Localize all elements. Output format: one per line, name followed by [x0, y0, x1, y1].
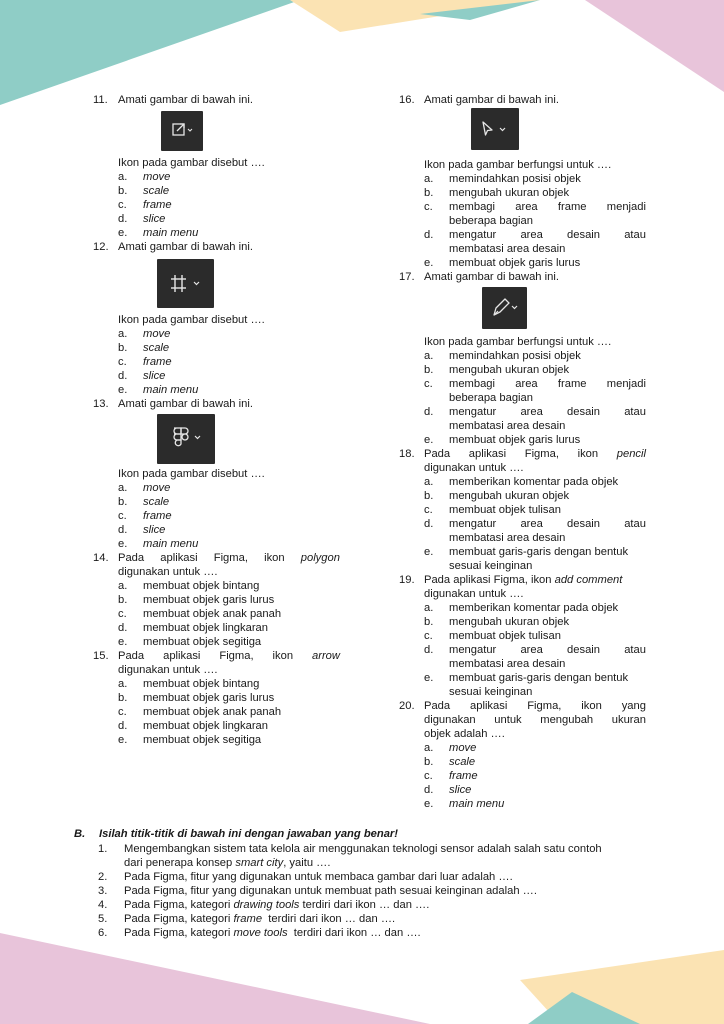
question-number: 18.	[399, 448, 415, 460]
option-text: scale	[449, 756, 476, 768]
word: aplikasi	[160, 552, 198, 564]
option-text: memindahkan posisi objek	[449, 350, 581, 362]
option-text: frame	[449, 770, 478, 782]
item-number: 4.	[98, 899, 108, 911]
option-letter: d.	[424, 644, 434, 656]
option-letter: b.	[118, 496, 128, 508]
question-14	[93, 551, 341, 649]
word: untuk	[494, 714, 522, 726]
question-text: Ikon pada gambar disebut ….	[118, 314, 265, 326]
option-text: main menu	[143, 227, 199, 239]
option-letter: c.	[424, 201, 433, 213]
keyword: add comment	[554, 574, 623, 586]
option-cont: membatasi area desain	[449, 420, 566, 432]
option-letter: a.	[118, 328, 128, 340]
question-lead	[424, 699, 646, 713]
question-19	[399, 573, 647, 699]
word: Pada	[424, 448, 451, 460]
option-letter: d.	[118, 524, 128, 536]
section-b-heading	[74, 826, 664, 842]
option-text: membuat objek bintang	[143, 678, 260, 690]
word: atau	[624, 644, 646, 656]
item-number: 3.	[98, 885, 108, 897]
option-text	[449, 405, 646, 419]
item-number: 1.	[98, 843, 108, 855]
option-text: slice	[449, 784, 472, 796]
option-text: move	[449, 742, 477, 754]
word: menjadi	[606, 201, 646, 213]
option-letter: b.	[424, 756, 434, 768]
option-letter: e.	[424, 257, 434, 269]
option-text: mengubah ukuran objek	[449, 187, 570, 199]
option-letter: b.	[118, 185, 128, 197]
option-letter: e.	[118, 734, 128, 746]
option-text	[449, 228, 646, 242]
question-cont: digunakan untuk ….	[118, 566, 218, 578]
question-text: Ikon pada gambar berfungsi untuk ….	[424, 159, 612, 171]
option-text: membuat objek lingkaran	[143, 720, 268, 732]
keyword: polygon	[300, 552, 340, 564]
emphasis: smart city	[235, 857, 284, 869]
word: Figma,	[219, 650, 254, 662]
word: ikon	[264, 552, 285, 564]
option-letter: c.	[118, 706, 127, 718]
option-letter: d.	[118, 720, 128, 732]
word: atau	[624, 518, 646, 530]
word: Figma,	[213, 552, 248, 564]
option-text: membuat objek bintang	[143, 580, 260, 592]
word: area	[515, 378, 538, 390]
option-letter: b.	[118, 594, 128, 606]
item-text: Pada Figma, fitur yang digunakan untuk membuat path sesuai keinginan adalah ….	[124, 885, 537, 897]
item-number: 5.	[98, 913, 108, 925]
question-text: Ikon pada gambar disebut ….	[118, 157, 265, 169]
text-part: Pada Figma, kategori	[124, 899, 234, 911]
option-text: memindahkan posisi objek	[449, 173, 581, 185]
option-text: membuat garis-garis dengan bentuk	[449, 672, 629, 684]
option-letter: a.	[424, 173, 434, 185]
word: aplikasi	[468, 448, 507, 460]
question-20	[399, 699, 647, 811]
question-number: 20.	[399, 700, 415, 712]
word: frame	[557, 201, 587, 213]
keyword: arrow	[312, 650, 340, 662]
word: aplikasi	[163, 650, 201, 662]
option-cont: sesuai keinginan	[449, 560, 533, 572]
text-part: terdiri dari ikon … dan ….	[262, 913, 396, 925]
word: frame	[557, 378, 587, 390]
word: aplikasi	[470, 700, 508, 712]
question-cont: objek adalah ….	[424, 728, 505, 740]
option-text: membuat objek garis lurus	[143, 692, 275, 704]
lead-text: Pada aplikasi Figma, ikon	[424, 574, 552, 586]
option-letter: b.	[118, 692, 128, 704]
option-text	[449, 643, 646, 657]
section-b	[74, 826, 664, 940]
option-letter: a.	[118, 482, 128, 494]
option-letter: e.	[424, 546, 434, 558]
option-text: move	[143, 328, 171, 340]
option-letter: e.	[424, 672, 434, 684]
option-letter: c.	[424, 378, 433, 390]
question-12	[93, 240, 341, 397]
option-text: membuat objek tulisan	[449, 504, 561, 516]
option-text: memberikan komentar pada objek	[449, 476, 619, 488]
word: ikon	[581, 700, 602, 712]
text-part: terdiri dari ikon … dan ….	[287, 927, 421, 939]
option-letter: c.	[424, 630, 433, 642]
question-prompt: Amati gambar di bawah ini.	[424, 271, 559, 283]
option-text: frame	[143, 510, 172, 522]
item-text	[124, 856, 330, 870]
question-number: 19.	[399, 574, 415, 586]
top-pink-shape	[585, 0, 724, 92]
word: desain	[567, 229, 601, 241]
option-letter: e.	[118, 227, 128, 239]
word: area	[520, 518, 543, 530]
question-text: Ikon pada gambar disebut ….	[118, 468, 265, 480]
word: Pada	[424, 700, 451, 712]
fill-item	[74, 842, 664, 856]
option-cont: membatasi area desain	[449, 243, 566, 255]
question-number: 14.	[93, 552, 109, 564]
option-text: mengubah ukuran objek	[449, 364, 570, 376]
question-cont: digunakan untuk ….	[118, 664, 218, 676]
question-11	[93, 93, 341, 240]
option-text: main menu	[143, 538, 199, 550]
figma-main-menu-icon	[157, 414, 215, 464]
option-text: frame	[143, 199, 172, 211]
question-number: 16.	[399, 94, 415, 106]
option-text	[449, 517, 646, 531]
option-text: membuat objek anak panah	[143, 706, 282, 718]
word: area	[520, 229, 543, 241]
item-text	[124, 898, 429, 912]
fill-item	[74, 856, 664, 870]
frame-icon	[157, 259, 214, 308]
question-lead	[424, 447, 646, 461]
word: desain	[567, 406, 601, 418]
option-letter: a.	[424, 476, 434, 488]
item-text	[124, 926, 421, 940]
option-letter: c.	[118, 199, 127, 211]
word: area	[520, 644, 543, 656]
option-cont: beberapa bagian	[449, 215, 533, 227]
option-text: membuat objek garis lurus	[449, 434, 581, 446]
question-prompt: Amati gambar di bawah ini.	[424, 94, 559, 106]
question-lead-2	[424, 713, 646, 727]
option-cont: sesuai keinginan	[449, 686, 533, 698]
question-number: 15.	[93, 650, 109, 662]
word: mengubah	[540, 714, 594, 726]
option-text: move	[143, 171, 171, 183]
text-part: dari penerapa konsep	[124, 857, 236, 869]
option-letter: d.	[424, 518, 434, 530]
option-text: membuat objek segitiga	[143, 734, 262, 746]
option-text: membuat garis-garis dengan bentuk	[449, 546, 629, 558]
option-cont: membatasi area desain	[449, 532, 566, 544]
question-number: 13.	[93, 398, 109, 410]
scale-icon	[161, 111, 203, 151]
word: yang	[621, 700, 646, 712]
option-letter: a.	[424, 602, 434, 614]
item-number: 6.	[98, 927, 108, 939]
fill-item	[74, 870, 664, 884]
text-part: terdiri dari ikon … dan ….	[299, 899, 430, 911]
option-letter: d.	[118, 622, 128, 634]
option-letter: b.	[424, 364, 434, 376]
text-part: Pada Figma, kategori	[124, 927, 234, 939]
option-text: scale	[143, 185, 170, 197]
item-text	[124, 912, 395, 926]
word: menjadi	[606, 378, 646, 390]
word: atau	[624, 229, 646, 241]
option-text: frame	[143, 356, 172, 368]
option-text: membuat objek tulisan	[449, 630, 561, 642]
fill-item	[74, 926, 664, 940]
emphasis: move tools	[233, 927, 288, 939]
word: atau	[624, 406, 646, 418]
word: Figma,	[524, 448, 559, 460]
option-letter: d.	[118, 213, 128, 225]
option-text: membuat objek garis lurus	[143, 594, 275, 606]
word: membagi	[449, 201, 496, 213]
option-text: main menu	[143, 384, 199, 396]
option-text	[449, 377, 646, 391]
option-text: mengubah ukuran objek	[449, 490, 570, 502]
option-letter: d.	[424, 229, 434, 241]
question-lead	[424, 573, 622, 587]
option-letter: b.	[424, 187, 434, 199]
option-text: memberikan komentar pada objek	[449, 602, 619, 614]
option-letter: d.	[118, 370, 128, 382]
fill-item	[74, 898, 664, 912]
emphasis: drawing tools	[233, 899, 300, 911]
question-cont: digunakan untuk ….	[424, 588, 524, 600]
word: ukuran	[611, 714, 646, 726]
option-text: scale	[143, 342, 170, 354]
word: area	[520, 406, 543, 418]
section-instruction: Isilah titik-titik di bawah ini dengan jawaban yang benar!	[99, 828, 399, 840]
word: ikon	[577, 448, 599, 460]
question-lead	[118, 551, 340, 565]
word: digunakan	[424, 714, 476, 726]
option-letter: d.	[424, 406, 434, 418]
bottom-pink-shape	[0, 933, 430, 1024]
fill-item	[74, 912, 664, 926]
option-text: mengubah ukuran objek	[449, 616, 570, 628]
option-letter: c.	[118, 356, 127, 368]
word: mengatur	[449, 229, 497, 241]
question-13	[93, 397, 341, 551]
option-text: slice	[143, 213, 166, 225]
option-letter: c.	[118, 510, 127, 522]
option-letter: c.	[424, 770, 433, 782]
pen-tool-icon	[482, 287, 527, 329]
fill-item	[74, 884, 664, 898]
option-letter: e.	[118, 538, 128, 550]
question-16	[399, 93, 647, 270]
option-text: move	[143, 482, 171, 494]
option-text: membuat objek segitiga	[143, 636, 262, 648]
option-text: slice	[143, 370, 166, 382]
question-number: 11.	[93, 94, 108, 106]
question-number: 17.	[399, 271, 415, 283]
emphasis: frame	[233, 913, 263, 925]
word: Pada	[118, 650, 145, 662]
word: mengatur	[449, 406, 497, 418]
text-part: Pada Figma, kategori	[124, 913, 234, 925]
section-label: B.	[74, 828, 86, 840]
word: desain	[567, 518, 601, 530]
question-cont: digunakan untuk ….	[424, 462, 524, 474]
keyword: pencil	[616, 448, 646, 460]
word: desain	[567, 644, 601, 656]
right-column	[399, 93, 647, 811]
question-18	[399, 447, 647, 573]
word: Figma,	[527, 700, 562, 712]
option-text: main menu	[449, 798, 505, 810]
option-letter: b.	[118, 342, 128, 354]
word: Pada	[118, 552, 145, 564]
option-text: membuat objek garis lurus	[449, 257, 581, 269]
option-letter: d.	[424, 784, 434, 796]
word: ikon	[272, 650, 294, 662]
top-teal-shape	[0, 0, 300, 105]
item-text: Pada Figma, fitur yang digunakan untuk membaca gambar dari luar adalah ….	[124, 871, 513, 883]
word: area	[515, 201, 538, 213]
option-letter: e.	[118, 384, 128, 396]
word: mengatur	[449, 518, 497, 530]
move-cursor-icon	[471, 108, 519, 150]
word: membagi	[449, 378, 496, 390]
option-letter: a.	[118, 171, 128, 183]
option-letter: a.	[424, 742, 434, 754]
question-15	[93, 649, 341, 747]
question-prompt: Amati gambar di bawah ini.	[118, 398, 253, 410]
option-text: membuat objek lingkaran	[143, 622, 268, 634]
option-letter: b.	[424, 490, 434, 502]
option-letter: c.	[424, 504, 433, 516]
question-prompt: Amati gambar di bawah ini.	[118, 241, 253, 253]
left-column	[93, 93, 341, 747]
word: mengatur	[449, 644, 497, 656]
option-text: slice	[143, 524, 166, 536]
option-letter: e.	[424, 798, 434, 810]
option-text: membuat objek anak panah	[143, 608, 282, 620]
option-letter: e.	[118, 636, 128, 648]
option-cont: membatasi area desain	[449, 658, 566, 670]
option-text: scale	[143, 496, 170, 508]
question-17	[399, 270, 647, 447]
option-text	[449, 200, 646, 214]
text-part: , yaitu ….	[283, 857, 331, 869]
question-prompt: Amati gambar di bawah ini.	[118, 94, 253, 106]
item-number: 2.	[98, 871, 108, 883]
option-cont: beberapa bagian	[449, 392, 533, 404]
option-letter: c.	[118, 608, 127, 620]
question-number: 12.	[93, 241, 109, 253]
question-lead	[118, 649, 340, 663]
option-letter: a.	[424, 350, 434, 362]
item-text: Mengembangkan sistem tata kelola air menggunakan teknologi sensor adalah salah satu contoh	[124, 843, 602, 855]
option-letter: a.	[118, 678, 128, 690]
option-letter: e.	[424, 434, 434, 446]
question-text: Ikon pada gambar berfungsi untuk ….	[424, 336, 612, 348]
option-letter: b.	[424, 616, 434, 628]
option-letter: a.	[118, 580, 128, 592]
